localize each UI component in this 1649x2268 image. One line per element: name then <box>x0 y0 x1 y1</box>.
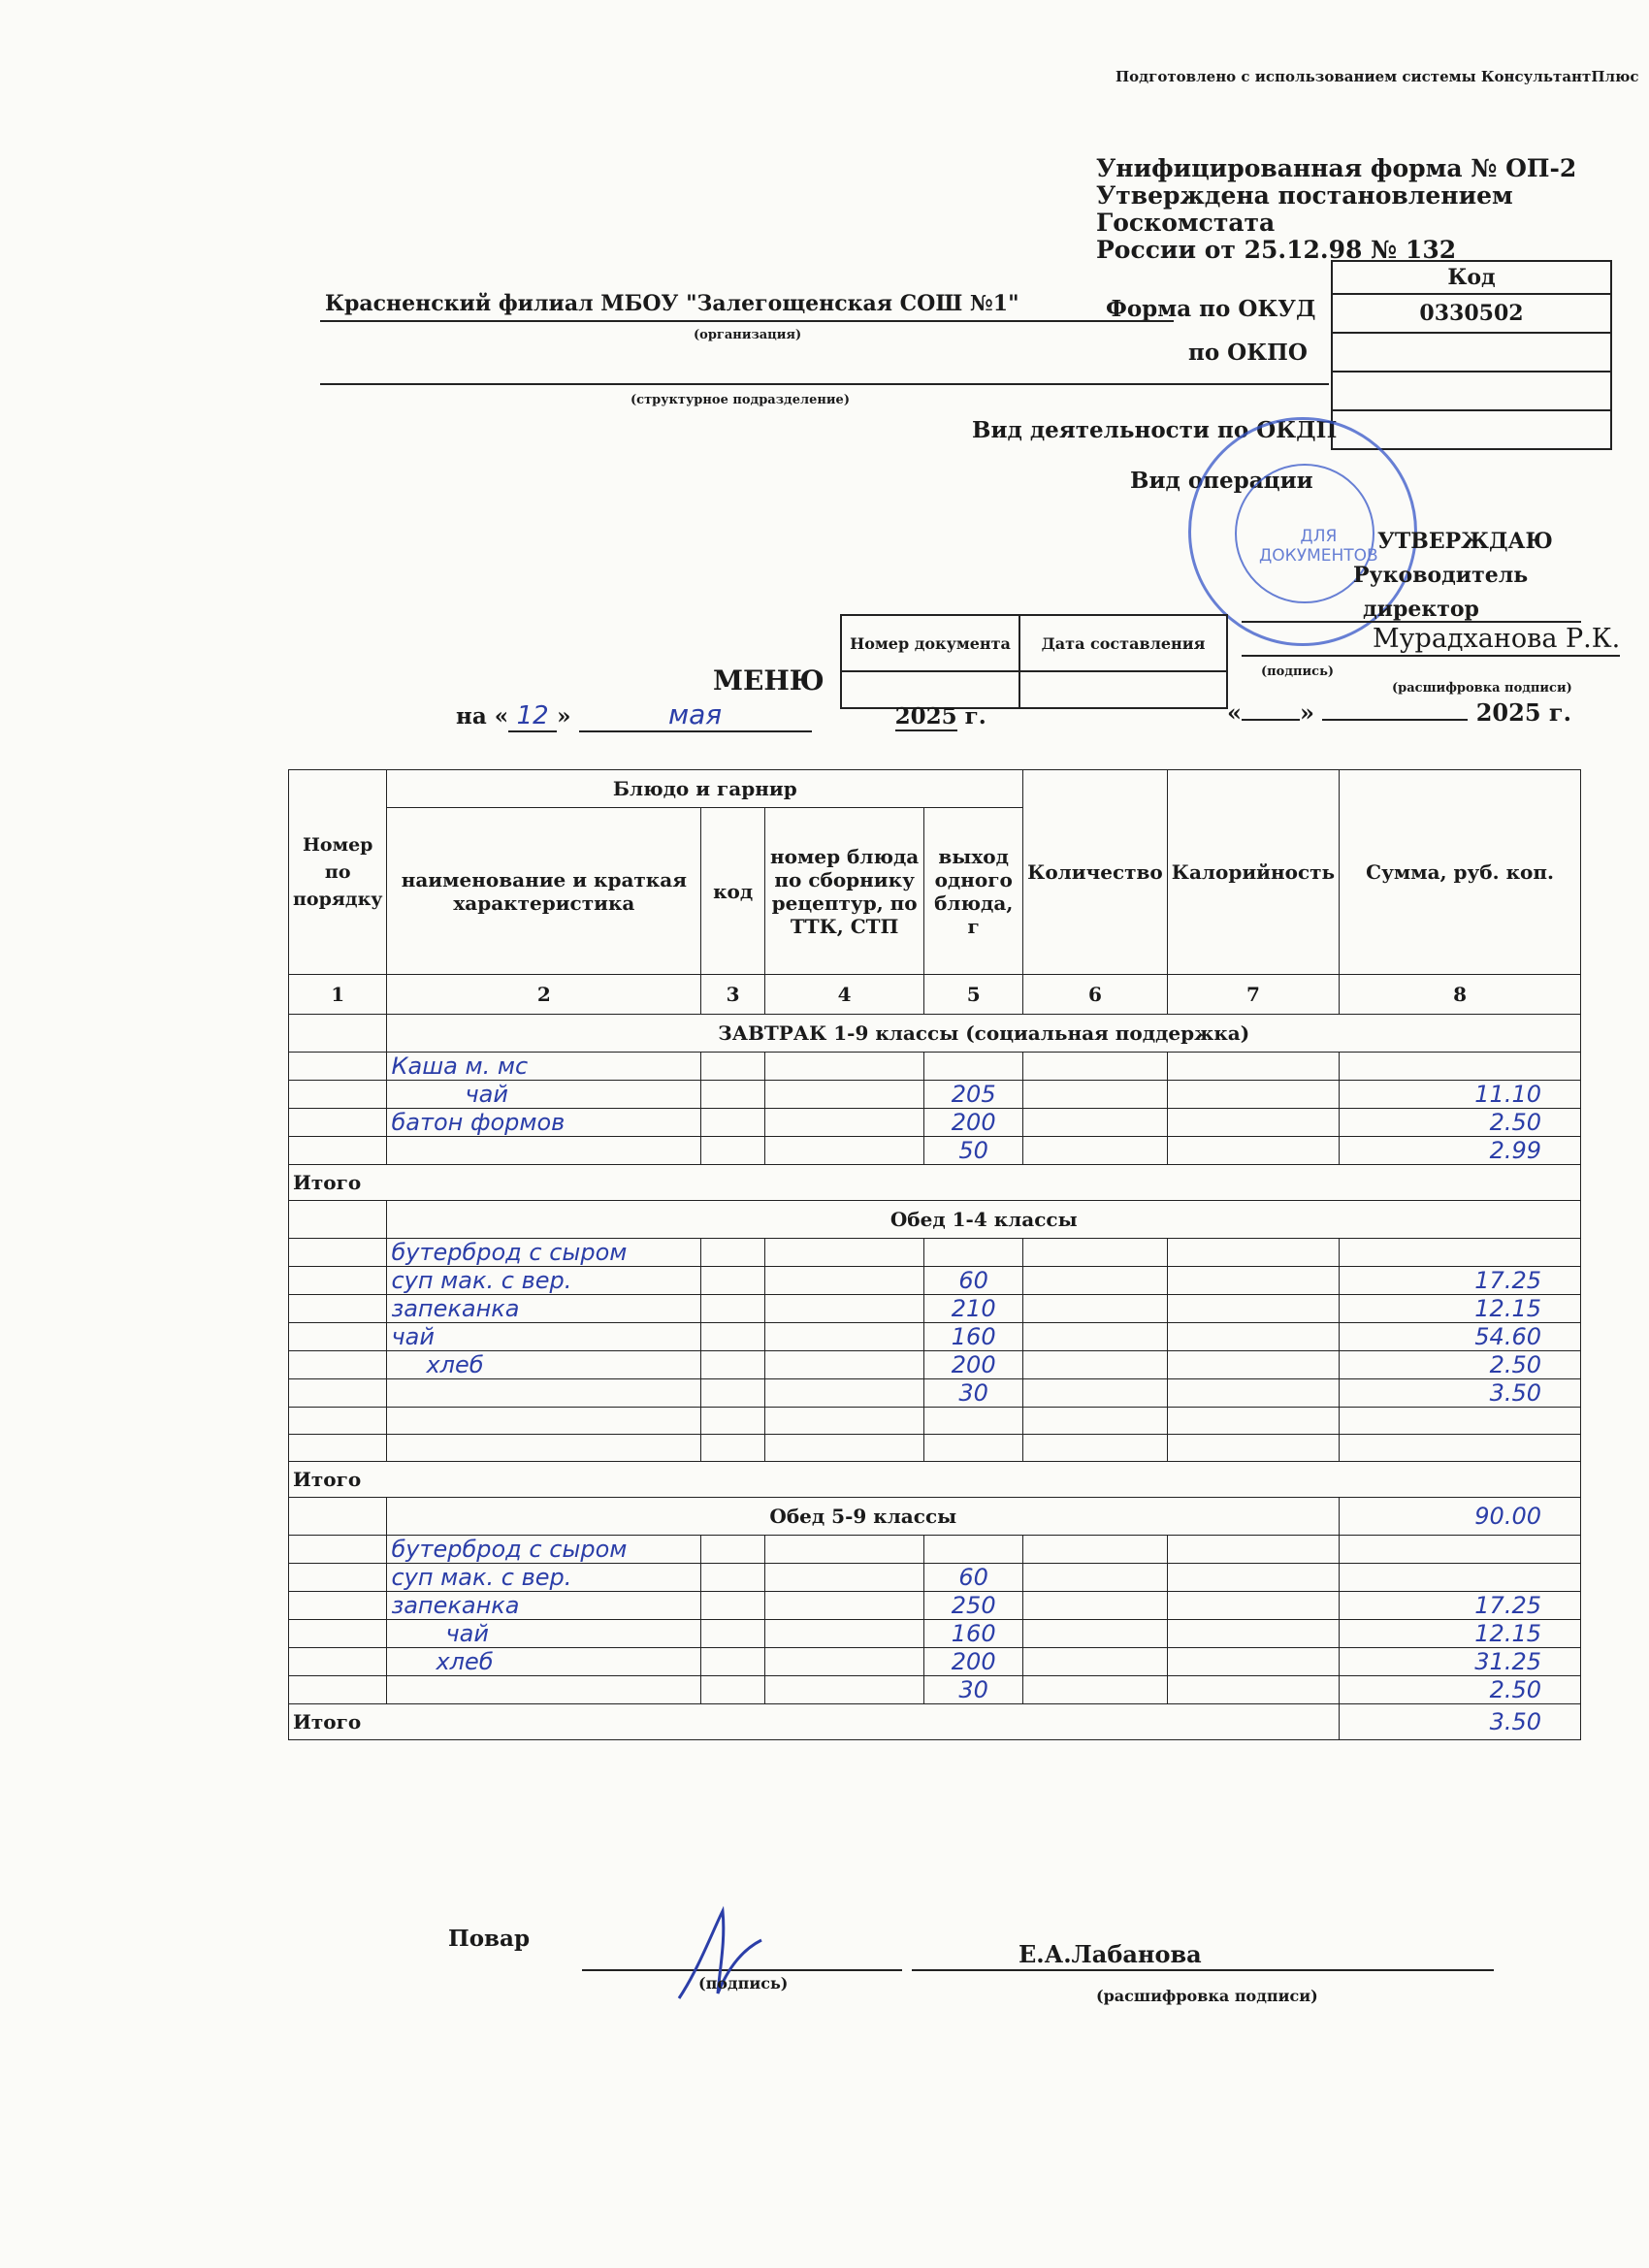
organization-line <box>320 320 1174 322</box>
table-row: хлеб 200 31.25 <box>289 1648 1581 1676</box>
table-row: запеканка 210 12.15 <box>289 1295 1581 1323</box>
cook-sign-caption: (подпись) <box>698 1974 789 1993</box>
col-header-sum: Сумма, руб. коп. <box>1340 770 1581 975</box>
menu-title: МЕНЮ <box>713 664 824 697</box>
okud-label: Форма по ОКУД <box>1106 296 1316 322</box>
table-row: Каша м. мс <box>289 1053 1581 1081</box>
cook-label: Повар <box>448 1926 531 1952</box>
code-header: Код <box>1332 261 1611 294</box>
table-row: батон формов 200 2.50 <box>289 1109 1581 1137</box>
lunch59-total-sum: 3.50 <box>1340 1704 1581 1740</box>
lunch59-title: Обед 5-9 классы <box>387 1498 1340 1536</box>
position-label: директор <box>1363 597 1479 622</box>
consultant-note: Подготовлено с использованием системы КонсультантПлюс <box>1116 68 1639 85</box>
table-row: 50 2.99 <box>289 1137 1581 1165</box>
organization-name: Красненский филиал МБОУ "Залегощенская СОШ №1" <box>325 291 1019 316</box>
operation-label: Вид операции <box>1130 468 1313 494</box>
table-row: чай 160 12.15 <box>289 1620 1581 1648</box>
table-row: суп мак. с вер. 60 <box>289 1564 1581 1592</box>
cook-name-line <box>912 1969 1494 1971</box>
table-row <box>289 1408 1581 1435</box>
sign-caption: (подпись) <box>1261 664 1335 679</box>
col-header-yield: выход одного блюда, г <box>924 808 1023 975</box>
menu-table <box>288 769 1581 1740</box>
col-header-dish: Блюдо и гарнир <box>387 770 1023 808</box>
table-row: бутерброд с сыром <box>289 1239 1581 1267</box>
col-header-num: Номер по порядку <box>289 770 387 975</box>
lunch59-total-label: Итого <box>289 1704 1340 1740</box>
col-header-cal: Калорийность <box>1167 770 1339 975</box>
breakfast-total-label: Итого <box>289 1165 1581 1201</box>
signer-name: Мурадханова Р.К. <box>1373 624 1621 654</box>
okdp-label: Вид деятельности по ОКДП <box>972 417 1338 443</box>
table-row <box>289 1435 1581 1462</box>
table-row: запеканка 250 17.25 <box>289 1592 1581 1620</box>
col-header-code: код <box>701 808 765 975</box>
cook-name: Е.А.Лабанова <box>1018 1940 1202 1968</box>
menu-date: на « 12 » мая 2025 г. <box>456 698 986 730</box>
okud-value: 0330502 <box>1332 294 1611 333</box>
doc-number-table <box>840 614 1228 709</box>
form-title: Унифицированная форма № ОП-2 Утверждена постановлением Госкомстата России от 25.12.98 № 132 <box>1096 154 1577 264</box>
decode-caption: (расшифровка подписи) <box>1392 681 1572 696</box>
position-line <box>1242 621 1581 623</box>
sign-line <box>1242 655 1620 657</box>
table-row: суп мак. с вер. 60 17.25 <box>289 1267 1581 1295</box>
head-label: Руководитель <box>1353 563 1529 588</box>
code-box <box>1331 260 1612 450</box>
okdp-value <box>1332 372 1611 410</box>
breakfast-title: ЗАВТРАК 1-9 классы (социальная поддержка) <box>387 1015 1581 1053</box>
division-line <box>320 383 1329 385</box>
table-row: 30 3.50 <box>289 1379 1581 1408</box>
doc-number-header: Номер документа <box>841 615 1019 671</box>
okpo-value <box>1332 333 1611 372</box>
table-row: чай 205 11.10 <box>289 1081 1581 1109</box>
approve-label: УТВЕРЖДАЮ <box>1377 529 1553 554</box>
table-row: бутерброд с сыром <box>289 1536 1581 1564</box>
menu-day: 12 <box>508 701 557 732</box>
col-header-qty: Количество <box>1023 770 1168 975</box>
stamp-text: ДЛЯ ДОКУМЕНТОВ <box>1259 527 1378 566</box>
table-row: чай 160 54.60 <box>289 1323 1581 1351</box>
organization-caption: (организация) <box>694 328 802 342</box>
doc-date-value <box>1019 671 1227 708</box>
table-row: 30 2.50 <box>289 1676 1581 1704</box>
col-header-recipe: номер блюда по сборнику рецептур, по ТТК, СТП <box>765 808 924 975</box>
col-header-name: наименование и краткая характеристика <box>387 808 701 975</box>
lunch14-title: Обед 1-4 классы <box>387 1201 1581 1239</box>
menu-year: 2025 <box>894 703 957 729</box>
menu-month: мая <box>579 698 812 732</box>
okpo-label: по ОКПО <box>1188 340 1308 366</box>
lunch14-total-sum: 90.00 <box>1340 1498 1581 1536</box>
column-numbers-row: 1 2 3 4 5 6 7 8 <box>289 975 1581 1015</box>
division-caption: (структурное подразделение) <box>630 393 850 407</box>
approval-date: « » 2025 г. <box>1227 698 1571 727</box>
cook-decode-caption: (расшифровка подписи) <box>1096 1987 1318 2005</box>
lunch14-total-label: Итого <box>289 1462 1581 1498</box>
doc-date-header: Дата составления <box>1019 615 1227 671</box>
table-row: хлеб 200 2.50 <box>289 1351 1581 1379</box>
